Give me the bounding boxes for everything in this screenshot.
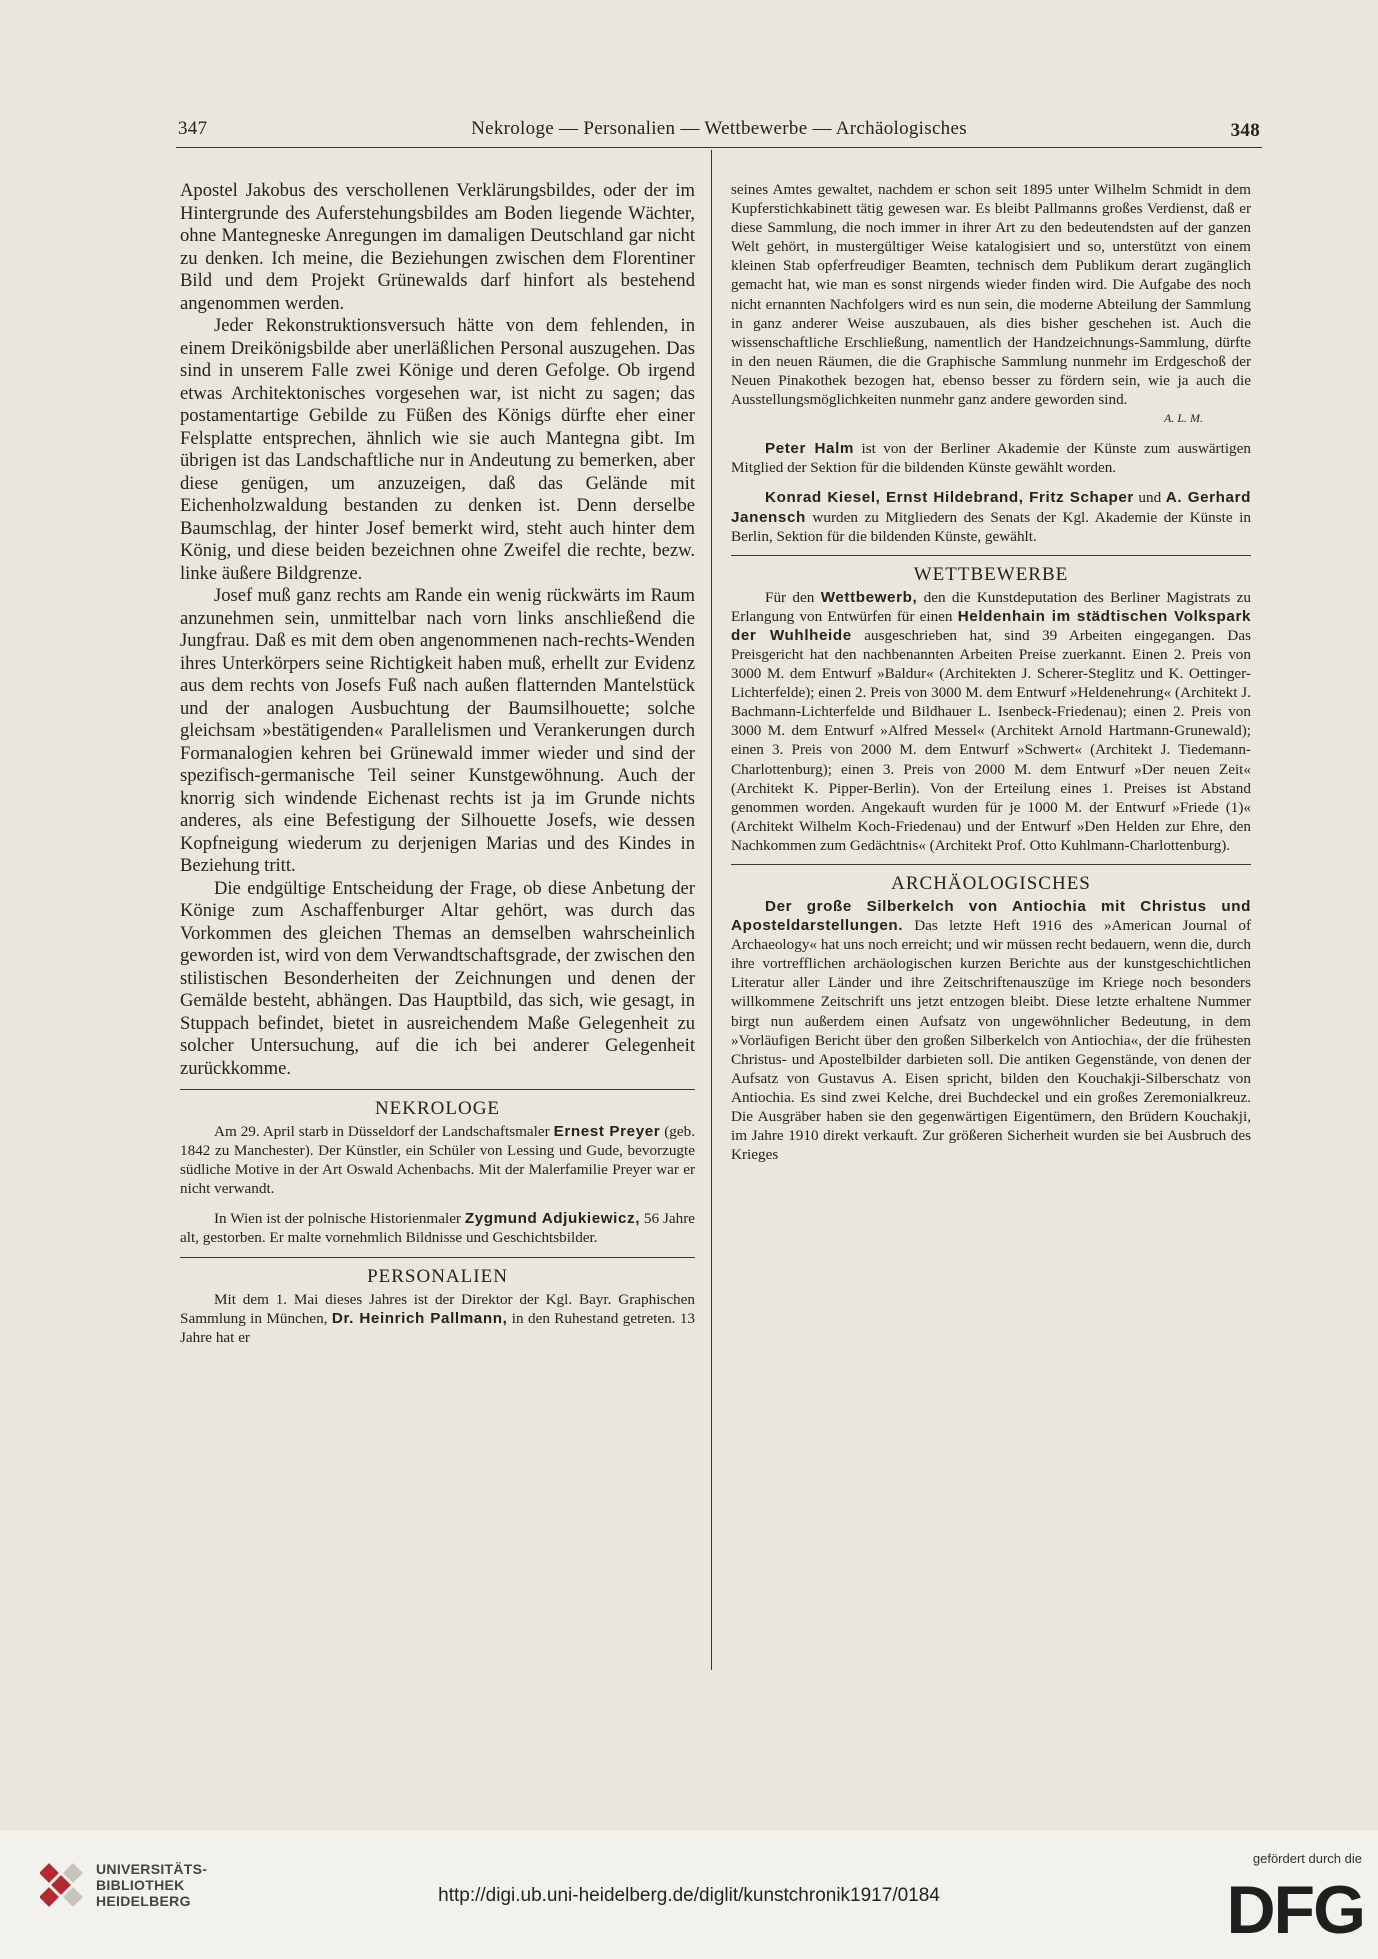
nekrologe-section [180,1122,695,1248]
digitization-footer [0,1830,1378,1959]
article-title-silberkelch: Der große Silberkelch von Antiochia mit Christus und Aposteldarstellungen. [731,898,1251,935]
library-name: UNIVERSITÄTS- BIBLIOTHEK HEIDELBERG [96,1861,208,1909]
running-header [178,112,1260,146]
paragraph: Peter Halm ist von der Berliner Akademie der Künste zum auswärtigen Mitglied der Sektion für die bildenden Künste gewählt worden. [731,440,1251,477]
section-rule [180,1089,695,1090]
personalien-section [180,1290,695,1347]
section-heading-archaeologisches: ARCHÄOLOGISCHES [891,873,1091,894]
page-number-right: 348 [1230,120,1260,141]
names-senate: Konrad Kiesel, Ernst Hildebrand, Fritz Schaper [765,489,1134,507]
right-column [731,180,1251,1164]
column-divider [711,150,712,1670]
personalien-continuation [731,180,1251,546]
name-janensch: A. Gerhard Janensch [731,489,1251,526]
section-heading-nekrologe: NEKROLOGE [374,1098,501,1119]
wettbewerbe-section [731,588,1251,855]
funded-by-label: gefördert durch die [1252,1851,1362,1866]
section-rule [180,1257,695,1258]
term-heldenhain: Heldenhain im städtischen Volkspark der Wuhlheide [731,607,1251,644]
paragraph: Mit dem 1. Mai dieses Jahres ist der Direktor der Kgl. Bayr. Graphischen Sammlung in München, Dr. Heinrich Pallmann, in den Ruhestand getreten. 13 Jahre hat er [180,1290,696,1346]
permalink-link[interactable]: http://digi.ub.uni-heidelberg.de/diglit/kunstchronik1917/0184 [438,1885,940,1906]
page-number-left: 347 [178,118,208,139]
paragraph: Apostel Jakobus des verschollenen Verklärungsbildes, oder der im Hintergrunde des Auferstehungsbildes am Boden liegende Wächter, ohne Mantegneske Anregungen im damaligen Deutschland gar nicht zu denken. Ich meine, die Beziehungen zwischen dem Florentiner Bild und dem Projekt Grünewalds darf hinfort als bestehend angenommen werden. [180,180,695,314]
running-title: Nekrologe — Personalien — Wettbewerbe — Archäologisches [471,118,967,139]
article-continuation [180,180,695,1080]
author-signature: A. L. M. [1164,411,1203,426]
name-ernest-preyer: Ernest Preyer [553,1123,661,1140]
paragraph: Am 29. April starb in Düsseldorf der Landschaftsmaler Ernest Preyer (geb. 1842 zu Manchester). Der Künstler, ein Schüler von Lessing und Gude, bevorzugte südliche Motive in der Art Oswald Achenbachs. Mit der Malerfamilie Preyer war er nicht verwandt. [180,1123,696,1198]
paragraph: Für den Wettbewerb, den die Kunstdeputation des Berliner Magistrats zu Erlangung von Entwürfen für einen Heldenhain im städtischen Volkspark der Wuhlheide ausgeschrieben hat, sind 39 Arbeiten eingegangen. Das Preisgericht hat den nachbenannten Arbeiten Preise zuerkannt. Einen 2. Preis von 3000 M. dem Entwurf »Baldur« (Architekten J. Scherer-Steglitz und K. Oettinger-Lichterfelde); einen 2. Preis von 3000 M. dem Entwurf »Heldenehrung« (Architekt J. Bachmann-Lichterfelde und Bildhauer L. Isenbeck-Friedenau); einen 2. Preis von 3000 M. dem Entwurf »Alfred Messel« (Architekt Arnold Hartmann-Grunewald); einen 3. Preis von 2000 M. dem Entwurf »Schwert« (Architekt J. Tiedemann-Charlottenburg); einen 3. Preis von 2000 M. dem Entwurf »Der neuen Zeit« (Architekt K. Pipper-Berlin). Von der Erteilung eines 1. Preises ist Abstand genommen worden. Angekauft wurden für je 1000 M. der Entwurf »Friede (1)« (Architekt Wilhelm Koch-Friedenau) und der Entwurf »Den Helden zur Ehre, den Nachkommen zum Gedächtnis« (Architekt Prof. Otto Kuhlmann-Charlottenburg). [731,588,1252,854]
left-column [180,180,695,1347]
paragraph: Die endgültige Entscheidung der Frage, ob diese Anbetung der Könige zum Aschaffenburger Altar gehört, was durch das Vorkommen des gleichen Themas an demselben wahrscheinlich geworden ist, wird von dem Verwandtschaftsgrade, der zwischen den stilistischen Besonderheiten der Zeichnungen und denen der Gemälde besteht, abhängen. Das Hauptbild, das sich, wie gesagt, in Stuppach befindet, bietet in ausreichendem Maße Gelegenheit zu solcher Untersuchung, auf die ich bei anderer Gelegenheit zurückkomme. [180,877,695,1079]
name-heinrich-pallmann: Dr. Heinrich Pallmann, [331,1309,508,1327]
paragraph: Der große Silberkelch von Antiochia mit Christus und Aposteldarstellungen. Das letzte Heft 1916 des »American Journal of Archaeology« hat uns noch erreicht; und wir müssen recht bedauern, wenn die, durch ihre vortrefflichen archäologischen kurzen Berichte aus der kunstgeschichtlichen Literatur aller Länder und ihre Zeitschriftenauszüge im Kriege noch besonders willkommene Zeitschrift uns jetzt entzogen bleibt. Diese letzte erhaltene Nummer birgt nun außerdem einen Aufsatz von ungewöhnlicher Bedeutung, in dem »Vorläufigen Bericht über den großen Silberkelch von Antiochia«, der die frühesten Christus- und Apostelbilder darbieten soll. Die antiken Gegenstände, von denen der Aufsatz von Gustavus A. Eisen spricht, bilden den Kouchakji-Silberschatz von Antiochia. Es sind zwei Kelche, drei Buchdeckel und ein großes Zeremonialkreuz. Die Ausgräber haben sie den gegenwärtigen Eigentümern, den Brüdern Kouchakji, im Jahre 1910 direkt verkauft. Zur größeren Sicherheit wurden sie bei Ausbruch des Krieges [731,898,1251,1164]
paragraph: In Wien ist der polnische Historienmaler Zygmund Adjukiewicz, 56 Jahre alt, gestorben. Er malte vornehmlich Bildnisse und Geschichtsbilder. [180,1210,696,1247]
paragraph: Josef muß ganz rechts am Rande ein wenig rückwärts im Raum anzunehmen sein, unmittelbar nach vorn links anschließend die Jungfrau. Daß es mit dem oben angenommenen nach-rechts-Wenden ihres Unterkörpers seine Richtigkeit haben muß, erhellt zur Evidenz aus dem rechts von Josefs Fuß nach außen flatternden Mantelstück und der analogen Ausbuchtung der Baumsilhouette; solche gleichsam »bestätigenden« Parallelismen und Verankerungen durch Formanalogien kehren bei Grünewald immer wieder und sind der spezifisch-germanische Teil seiner Kunstgewöhnung. Auch der knorrig sich windende Eichenast rechts ist ja im Grunde nichts anderes, als eine Befestigung der Silhouette Josefs, wie dessen Kopfneigung wiederum zu derjenigen Marias und des Kindes in Beziehung tritt. [180,585,695,876]
term-wettbewerb: Wettbewerb, [820,588,918,606]
name-zygmund-adjukiewicz: Zygmund Adjukiewicz, [464,1210,641,1228]
header-rule [176,147,1262,148]
paragraph: Jeder Rekonstruktionsversuch hätte von dem fehlenden, in einem Dreikönigsbilde aber unerläßlichen Personal auszugehen. Das sind in unserem Falle zwei Könige und deren Gefolge. Ob irgend etwas Architektonisches vorgesehen war, ist nicht zu sagen; das postamentartige Gebilde zu Füßen des Königs dürfte eher einer Felsplatte entsprechen, ähnlich wie sie auch Mantegna gibt. Im übrigen ist das Landschaftliche nur in Andeutung zu bemerken, aber diese genügen, um anzuzeigen, daß das Gelände mit Eichenholzwaldung bestanden zu denken ist. Denn derselbe Baumschlag, der hinter Josef bemerkt wird, steht auch hinter dem König, und diese beiden bezeichnen ohne Zweifel die rechte, bezw. linke äußere Bildgrenze. [180,315,695,584]
dfg-logo: DFG [1226,1872,1364,1948]
paragraph: seines Amtes gewaltet, nachdem er schon seit 1895 unter Wilhelm Schmidt in dem Kupferstichkabinett tätig gewesen war. Es bleibt Pallmanns großes Verdienst, daß er diese Sammlung, die noch immer in ihrer Art zu den bedeutendsten auf der ganzen Welt gehört, in mustergültiger Weise katalogisiert und so, unterstützt von einem kleinen Stab opferfreudiger Beamten, technisch dem Publikum derart zugänglich gemacht hat, wie man es sonst nirgends wieder finden wird. Die Aufgabe des noch nicht ernannten Nachfolgers wird es nun sein, die moderne Abteilung der Sammlung in ganz anderer Weise auszubauen, als dies bisher geschehen ist. Auch die wissenschaftliche Erschließung, namentlich der Handzeichnungs-Sammlung, dürfte in den neuen Räumen, die die Graphische Sammlung nunmehr im Erdgeschoß der Neuen Pinakothek bezogen hat, ebenso besser zu fördern sein, wie ja auch die Ausstellungsmöglichkeiten nunmehr ganz andere geworden sind. [731,181,1251,409]
section-rule [731,555,1251,556]
name-peter-halm: Peter Halm [765,440,855,458]
section-heading-wettbewerbe: WETTBEWERBE [913,563,1069,585]
section-heading-personalien: PERSONALIEN [367,1265,508,1287]
section-rule [731,864,1251,865]
paragraph: Konrad Kiesel, Ernst Hildebrand, Fritz Schaper und A. Gerhard Janensch wurden zu Mitgliedern des Senats der Kgl. Akademie der Künste in Berlin, Sektion für die bildenden Künste, gewählt. [731,489,1251,545]
archaeologisches-section [731,897,1251,1164]
